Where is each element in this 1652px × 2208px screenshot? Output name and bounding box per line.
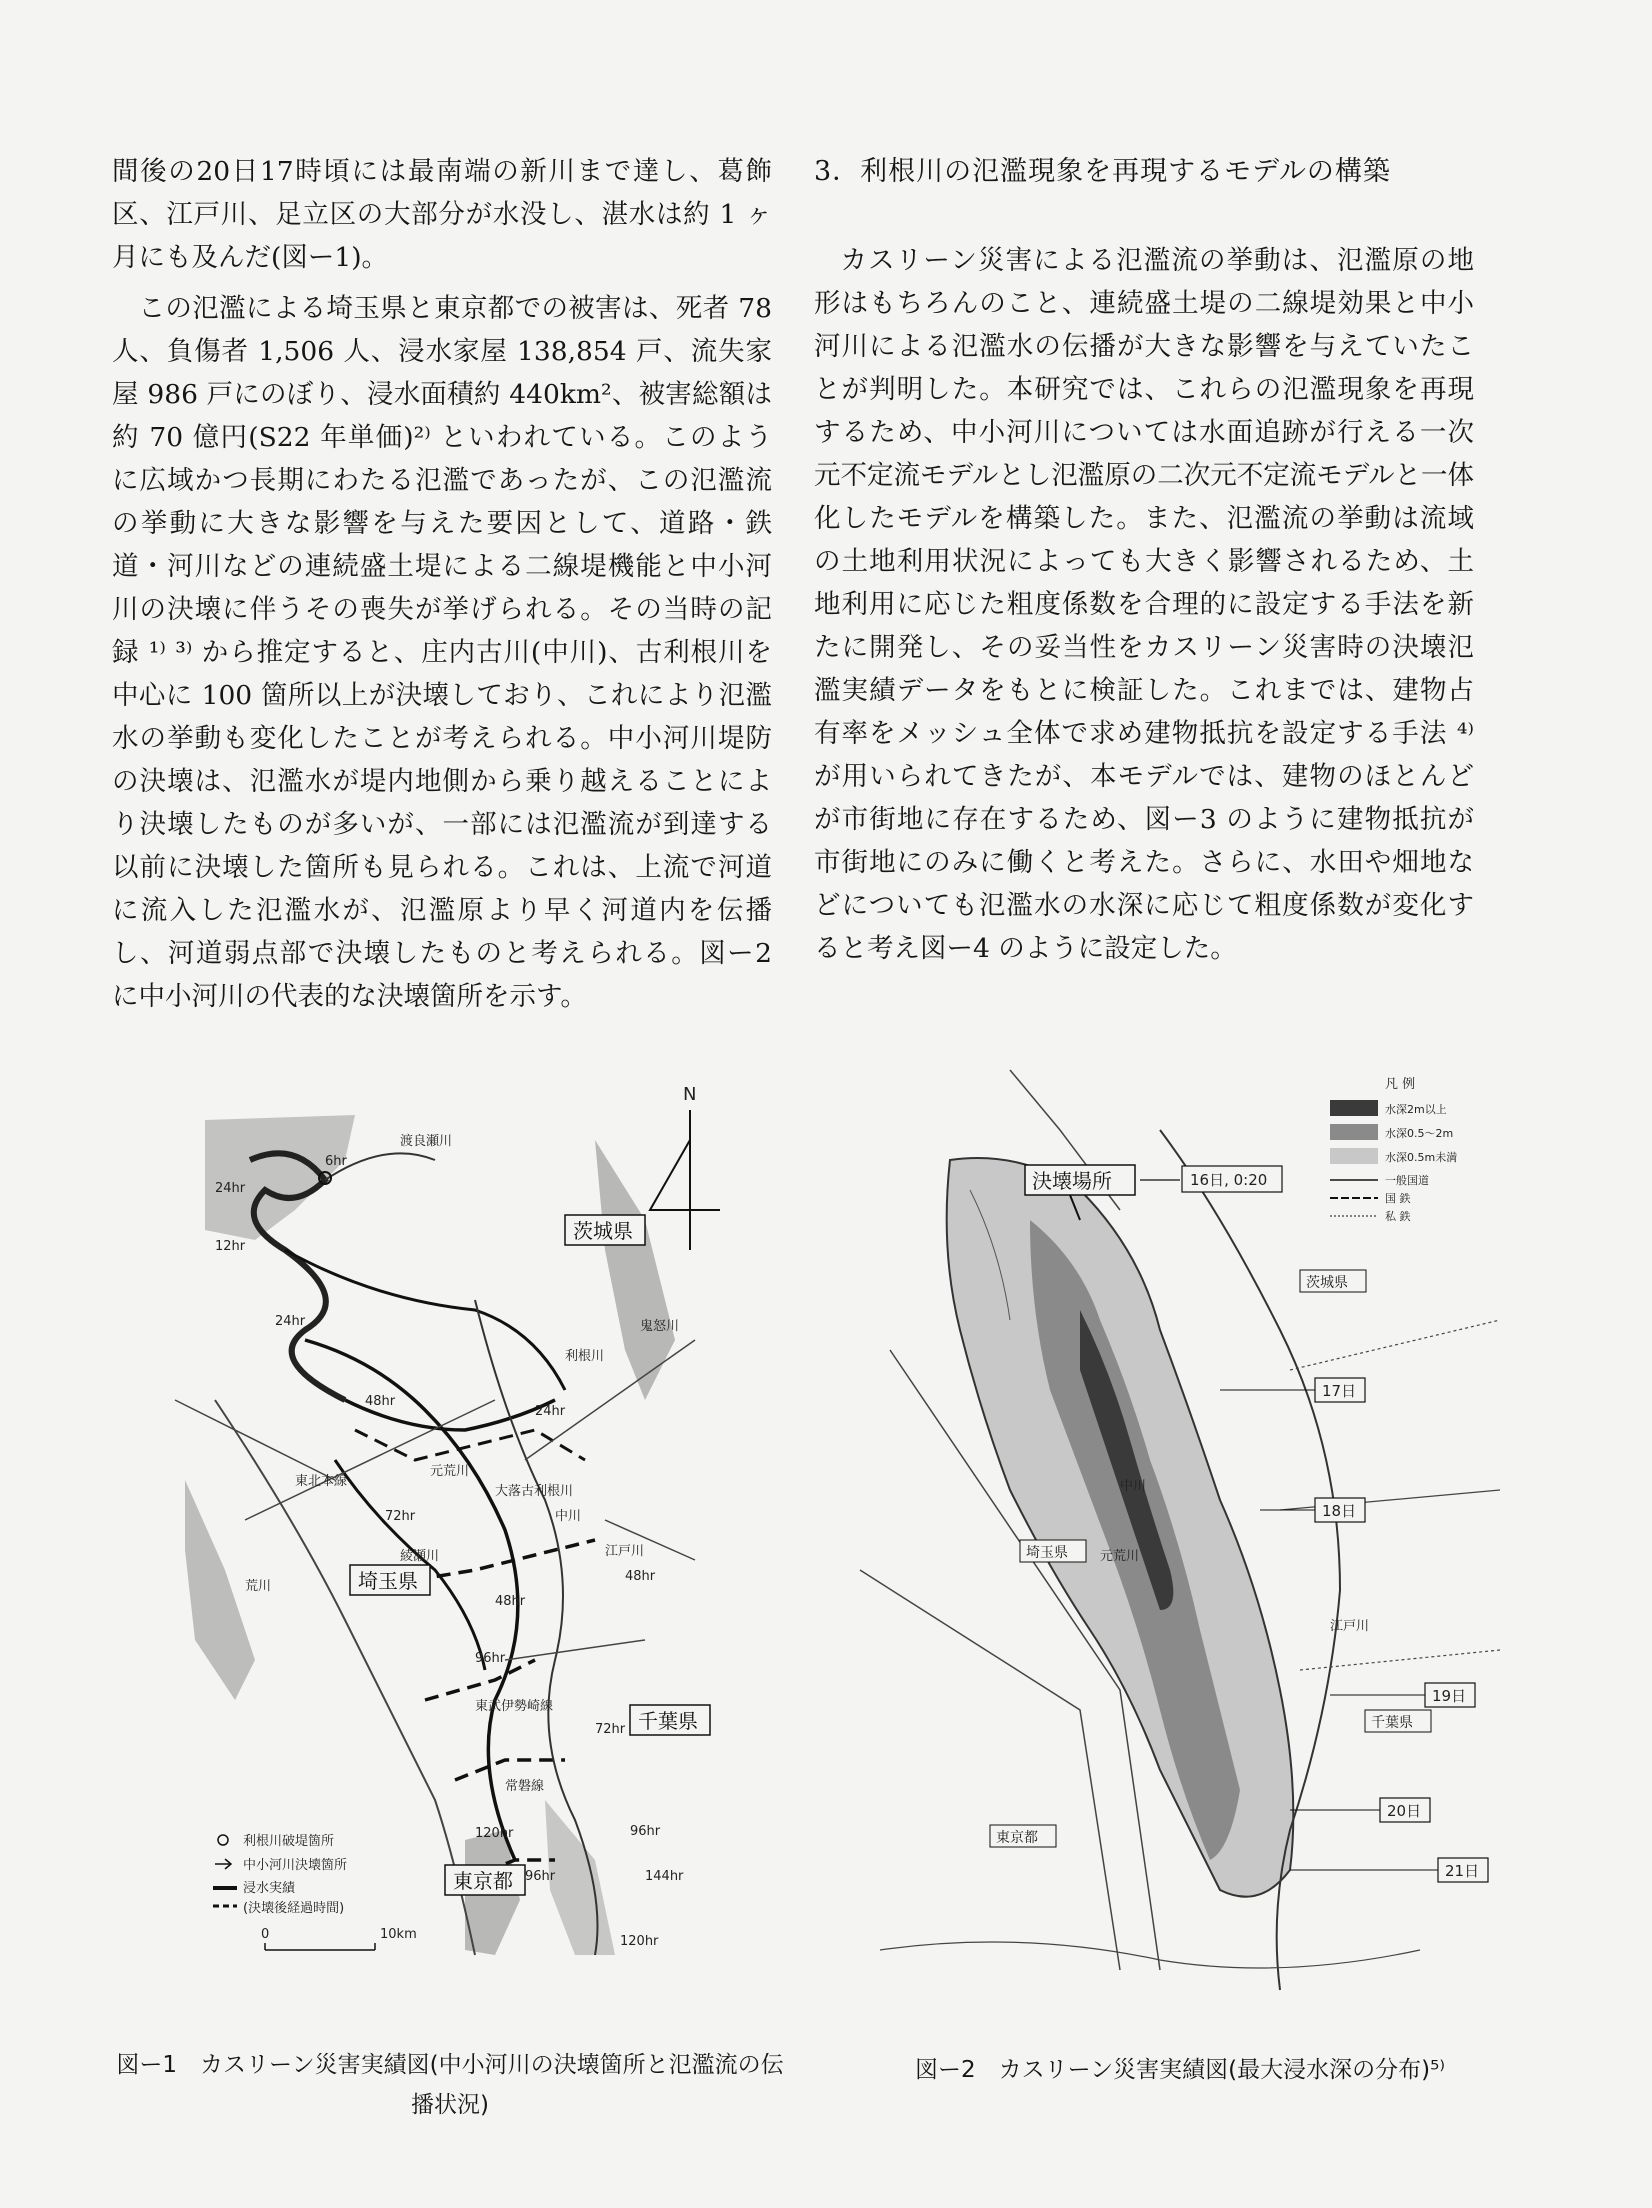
- time-label: 48hr: [495, 1594, 526, 1609]
- time-label: 72hr: [595, 1722, 626, 1737]
- day-box: [1330, 1683, 1475, 1707]
- river-label: 東北本線: [295, 1474, 348, 1489]
- river-label: 中川: [1120, 1479, 1147, 1494]
- svg-text:決壊場所: 決壊場所: [1032, 1169, 1112, 1193]
- river-label: 中川: [555, 1509, 582, 1524]
- time-label: 6hr: [325, 1154, 347, 1169]
- time-label: 96hr: [630, 1824, 661, 1839]
- prefecture-box-ibaraki: [1300, 1270, 1366, 1292]
- time-label: 48hr: [365, 1394, 396, 1409]
- river-label: 元荒川: [430, 1464, 470, 1479]
- time-label: 24hr: [215, 1181, 246, 1196]
- svg-text:中小河川決壊箇所: 中小河川決壊箇所: [243, 1858, 348, 1873]
- day-box: [1290, 1858, 1488, 1882]
- time-label: 120hr: [475, 1826, 514, 1841]
- svg-text:水深0.5～2m: 水深0.5～2m: [1385, 1127, 1454, 1140]
- svg-text:東京都: 東京都: [453, 1869, 513, 1893]
- svg-text:利根川破堤箇所: 利根川破堤箇所: [243, 1834, 335, 1849]
- svg-text:18日: 18日: [1322, 1502, 1357, 1520]
- time-label: 12hr: [215, 1239, 246, 1254]
- svg-text:水深0.5m未満: 水深0.5m未満: [1385, 1151, 1458, 1164]
- svg-text:16日, 0:20: 16日, 0:20: [1190, 1171, 1268, 1189]
- prefecture-box-ibaraki: [565, 1215, 645, 1245]
- time-label: 24hr: [535, 1404, 566, 1419]
- prefecture-box-tokyo: [990, 1825, 1056, 1847]
- figure-1-map: [175, 1084, 735, 1960]
- paragraph-1: 間後の20日17時頃には最南端の新川まで達し、葛飾区、江戸川、足立区の大部分が水没し、湛水は約 1 ヶ月にも及んだ(図ー1)。: [112, 156, 772, 273]
- figure-2: [860, 1070, 1500, 2000]
- svg-text:浸水実績: 浸水実績: [243, 1881, 296, 1896]
- time-label: 144hr: [645, 1869, 684, 1884]
- day-box: [1260, 1498, 1365, 1522]
- north-label: N: [683, 1084, 697, 1105]
- svg-text:17日: 17日: [1322, 1382, 1357, 1400]
- river-label: 元荒川: [1100, 1549, 1140, 1564]
- river-label: 大落古利根川: [495, 1484, 574, 1499]
- river-label: 常磐線: [505, 1779, 545, 1794]
- svg-text:20日: 20日: [1387, 1802, 1422, 1820]
- figure-2-legend: [1330, 1077, 1457, 1223]
- svg-text:(決壊後経過時間): (決壊後経過時間): [243, 1901, 345, 1916]
- north-arrow: [650, 1084, 720, 1250]
- svg-text:私 鉄: 私 鉄: [1385, 1210, 1411, 1223]
- prefecture-box-saitama: [350, 1565, 430, 1595]
- prefecture-box-chiba: [1365, 1710, 1431, 1732]
- svg-text:東京都: 東京都: [996, 1830, 1038, 1846]
- time-label: 96hr: [475, 1651, 506, 1666]
- river-label: 渡良瀬川: [400, 1134, 453, 1149]
- river-label: 荒川: [245, 1579, 272, 1594]
- svg-text:国 鉄: 国 鉄: [1385, 1192, 1411, 1205]
- svg-text:19日: 19日: [1432, 1687, 1467, 1705]
- svg-text:水深2m以上: 水深2m以上: [1385, 1103, 1447, 1116]
- paragraph-3: カスリーン災害による氾濫流の挙動は、氾濫原の地形はもちろんのこと、連続盛土堤の二線堤効果と中小河川による氾濫水の伝播が大きな影響を与えていたことが判明した。本研究では、これらの氾濫現象を再現するため、中小河川については水面追跡が行える一次元不定流モデルとし氾濫原の二次元不定流モデルと一体化したモデルを構築した。また、氾濫流の挙動は流域の土地利用状況によっても大きく影響されるため、土地利用に応じた粗度係数を合理的に設定する手法を新たに開発し、その妥当性をカスリーン災害時の決壊氾濫実績データをもとに検証した。これまでは、建物占有率をメッシュ全体で求め建物抵抗を設定する手法 ⁴⁾ が用いられてきたが、本モデルでは、建物のほとんどが市街地に存在するため、図ー3 のように建物抵抗が市街地にのみに働くと考えた。さらに、水田や畑地などについても氾濫水の水深に応じて粗度係数が変化すると考え図ー4 のように設定した。: [814, 245, 1474, 964]
- svg-text:千葉県: 千葉県: [638, 1709, 698, 1733]
- figure-1: [175, 1084, 735, 1960]
- scale-bar: [261, 1927, 417, 1950]
- svg-text:凡 例: 凡 例: [1385, 1077, 1416, 1092]
- paragraph-2: この氾濫による埼玉県と東京都での被害は、死者 78 人、負傷者 1,506 人、浸水家屋 138,854 戸、流失家屋 986 戸にのぼり、浸水面積約 440km²、被害総額は約 70 億円(S22 年単価)²⁾ といわれている。このように広域かつ長期にわたる氾濫であったが、この氾濫流の挙動に大きな影響を与えた要因として、道路・鉄道・河川などの連続盛土堤による二線堤機能と中小河川の決壊に伴うその喪失が挙げられる。その当時の記録 ¹⁾ ³⁾ から推定すると、庄内古川(中川)、古利根川を中心に 100 箇所以上が決壊しており、これにより氾濫水の挙動も変化したことが考えられる。中小河川堤防の決壊は、氾濫水が堤内地側から乗り越えることにより決壊したものが多いが、一部には氾濫流が到達する以前に決壊した箇所も見られる。これは、上流で河道に流入した氾濫水が、氾濫原より早く河道内を伝播し、河道弱点部で決壊したものと考えられる。図ー2 に中小河川の代表的な決壊箇所を示す。: [112, 293, 772, 1012]
- figure-1-caption: 図ー1 カスリーン災害実績図(中小河川の決壊箇所と氾濫流の伝 播状況): [116, 2052, 784, 2118]
- svg-text:茨城県: 茨城県: [1306, 1275, 1348, 1291]
- time-label: 96hr: [525, 1869, 556, 1884]
- svg-text:埼玉県: 埼玉県: [358, 1569, 418, 1593]
- river-label: 利根川: [565, 1349, 605, 1364]
- river-label: 東武伊勢崎線: [475, 1699, 554, 1714]
- svg-text:0: 0: [261, 1927, 270, 1942]
- figure-2-caption: 図ー2 カスリーン災害実績図(最大浸水深の分布)⁵⁾: [915, 2057, 1445, 2083]
- figure-1-legend: [213, 1833, 347, 1916]
- svg-text:埼玉県: 埼玉県: [1026, 1545, 1068, 1561]
- svg-text:一般国道: 一般国道: [1385, 1174, 1429, 1187]
- prefecture-box-chiba: [630, 1705, 710, 1735]
- svg-text:千葉県: 千葉県: [1371, 1715, 1413, 1731]
- river-label: 鬼怒川: [640, 1319, 680, 1334]
- day-box: [1220, 1378, 1365, 1402]
- section-heading: 3．利根川の氾濫現象を再現するモデルの構築: [814, 156, 1391, 187]
- time-label: 120hr: [620, 1934, 659, 1949]
- figure-2-map: [860, 1070, 1500, 2000]
- river-label: 綾瀬川: [400, 1549, 440, 1564]
- prefecture-box-saitama: [1020, 1540, 1086, 1562]
- svg-text:21日: 21日: [1445, 1862, 1480, 1880]
- svg-text:10km: 10km: [380, 1927, 417, 1942]
- time-label: 48hr: [625, 1569, 656, 1584]
- day-box: [1290, 1798, 1430, 1822]
- river-label: 江戸川: [1330, 1619, 1370, 1634]
- prefecture-box-tokyo: [445, 1865, 525, 1895]
- time-label: 72hr: [385, 1509, 416, 1524]
- time-label: 24hr: [275, 1314, 306, 1329]
- svg-text:茨城県: 茨城県: [573, 1219, 633, 1243]
- river-label: 江戸川: [605, 1544, 645, 1559]
- right-column: [814, 150, 1474, 970]
- left-column: [112, 150, 772, 1018]
- start-time-box: [1140, 1166, 1282, 1192]
